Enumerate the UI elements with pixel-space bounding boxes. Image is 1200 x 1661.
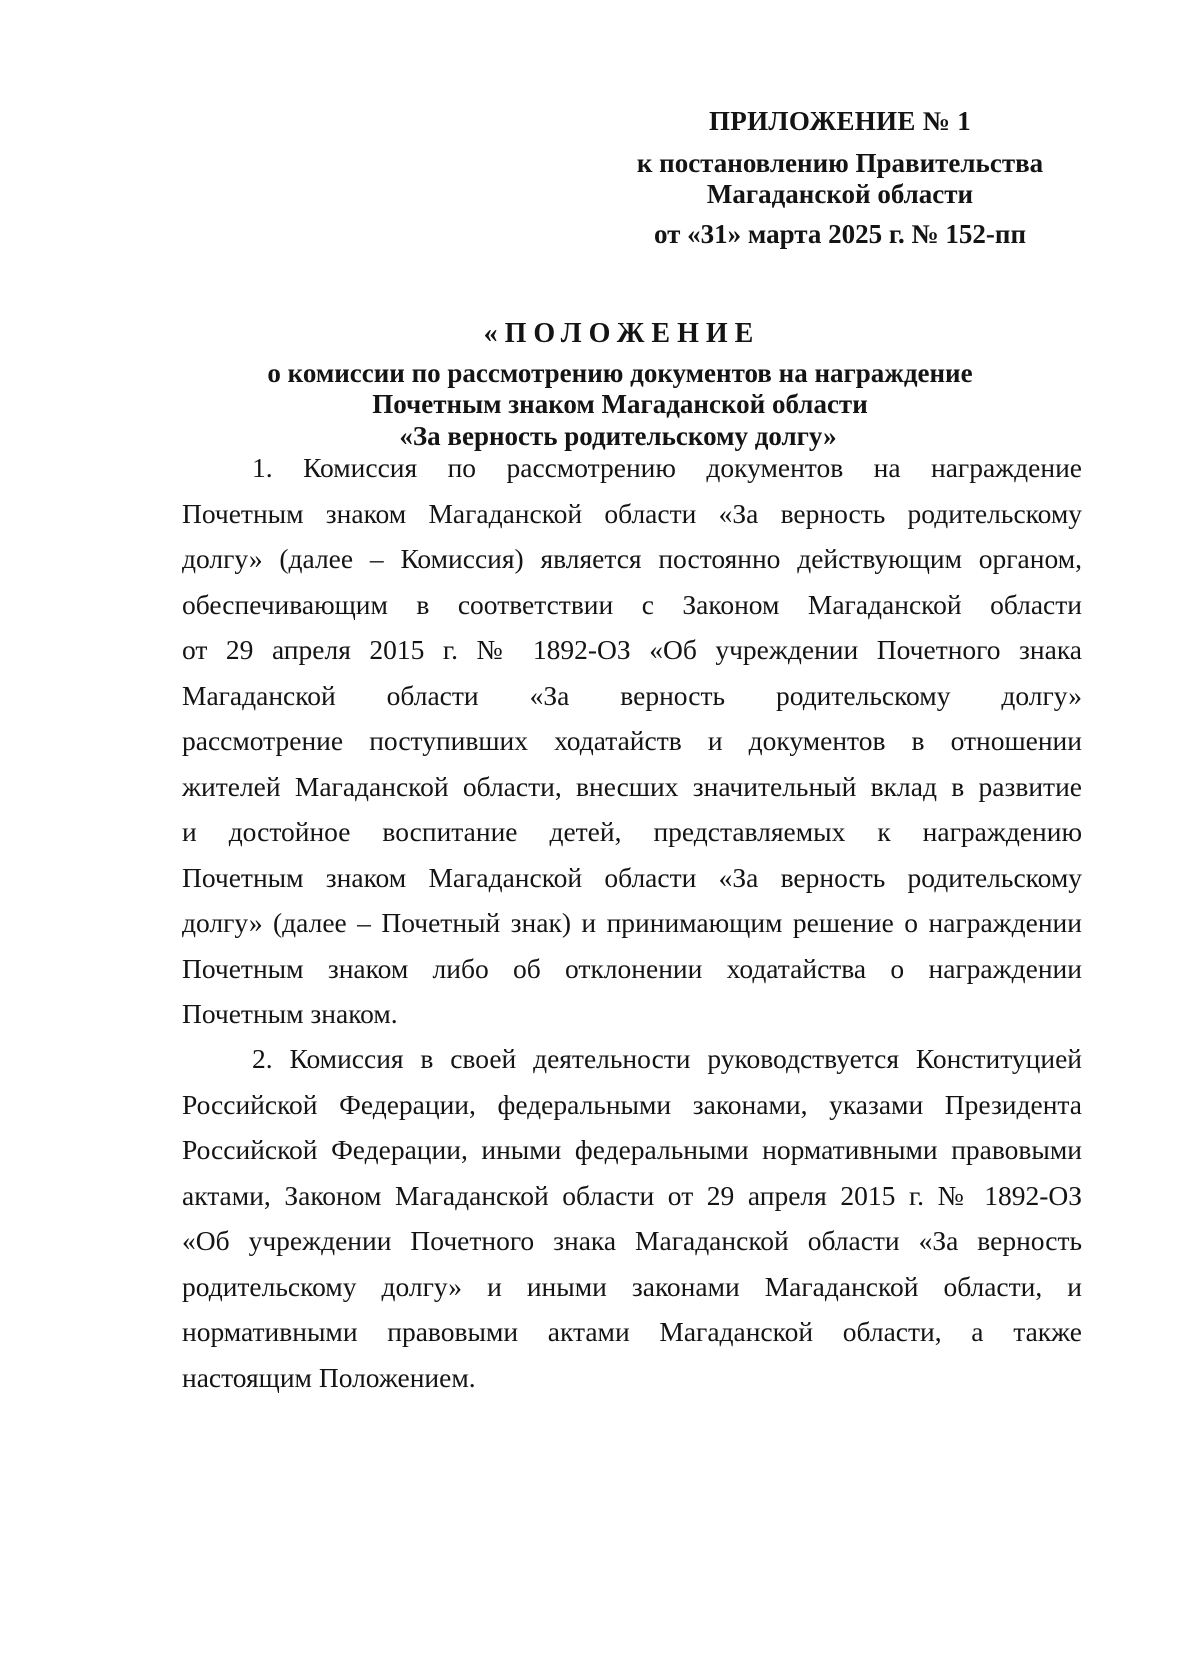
text-line: жителей Магаданской области, внесших значительный вклад в развитие (182, 770, 1082, 802)
document-subtitle-line: Почетным знаком Магаданской области (372, 389, 868, 419)
text-line: актами, Законом Магаданской области от 29 апреля 2015 г. № 1892-ОЗ (182, 1179, 1082, 1211)
text-line: 1. Комиссия по рассмотрению документов на награждение (252, 452, 1082, 483)
document-heading: «ПОЛОЖЕНИЕ (483, 318, 761, 349)
text-line: родительскому долгу» и иными законами Магаданской области, и (182, 1270, 1082, 1302)
document-subtitle-line: о комиссии по рассмотрению документов на награждение (267, 358, 973, 388)
document-subtitle-line: «За верность родительскому долгу» (399, 421, 837, 451)
text-line: Почетным знаком Магаданской области «За верность родительскому (182, 497, 1082, 529)
text-line: рассмотрение поступивших ходатайств и документов в отношении (182, 725, 1082, 756)
text-line: «Об учреждении Почетного знака Магаданской области «За верность (182, 1225, 1082, 1256)
text-line: нормативными правовыми актами Магаданской области, а также (182, 1316, 1082, 1347)
text-line: настоящим Положением. (182, 1361, 476, 1393)
text-line: Почетным знаком Магаданской области «За верность родительскому (182, 861, 1082, 893)
text-line: от 29 апреля 2015 г. № 1892-ОЗ «Об учреждении Почетного знака (182, 634, 1082, 665)
appendix-title: ПРИЛОЖЕНИЕ № 1 (709, 106, 971, 136)
appendix-date-number: от «31» марта 2025 г. № 152-пп (653, 219, 1027, 249)
text-line: Почетным знаком либо об отклонении ходатайства о награждении (182, 952, 1082, 984)
appendix-region: Магаданской области (706, 179, 974, 209)
text-line: долгу» (далее – Комиссия) является постоянно действующим органом, (182, 543, 1082, 574)
text-line: Магаданской области «За верность родительскому долгу» (182, 679, 1082, 711)
text-line: и достойное воспитание детей, представляемых к награждению (182, 816, 1082, 847)
text-line: Российской Федерации, иными федеральными нормативными правовыми (182, 1134, 1082, 1165)
text-line: Российской Федерации, федеральными законами, указами Президента (182, 1088, 1082, 1120)
appendix-reference: к постановлению Правительства (636, 148, 1044, 178)
text-line: 2. Комиссия в своей деятельности руководствуется Конституцией (252, 1043, 1082, 1074)
text-line: Почетным знаком. (182, 998, 398, 1029)
text-line: обеспечивающим в соответствии с Законом Магаданской области (182, 588, 1082, 620)
text-line: долгу» (далее – Почетный знак) и принимающим решение о награждении (182, 907, 1082, 938)
